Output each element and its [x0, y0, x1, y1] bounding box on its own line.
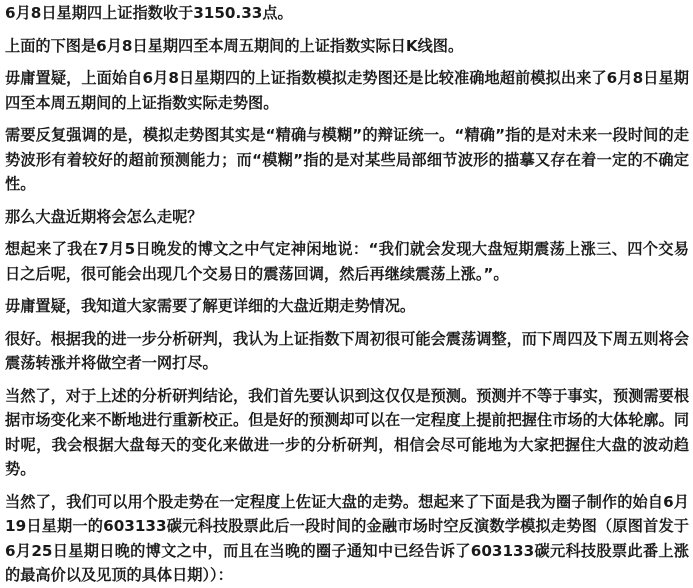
- paragraph-prediction-note: 当然了，对于上述的分析研判结论，我们首先要认识到这仅仅是预测。预测并不等于事实，预测需要根据市场变化来不断地进行重新校正。但是好的预测却可以在一定程度上提前把握住市场的大体轮廓。同时呢，我会根据大盘每天的变化来做进一步的分析研判，相信会尽可能地为大家把握住大盘的波动趋势。: [5, 386, 689, 478]
- paragraph-simulation-accuracy: 毋庸置疑，上面始自6月8日星期四的上证指数模拟走势图还是比较准确地超前模拟出来了6月8日星期四至本周五期间的上证指数实际走势图。: [5, 69, 689, 112]
- paragraph-kline-intro: 上面的下图是6月8日星期四至本周五期间的上证指数实际日K线图。: [5, 36, 464, 55]
- paragraph-quote-july5: 想起来了我在7月5日晚发的博文之中气定神闲地说：“我们就会发现大盘短期震荡上涨三、四个交易日之后呢，很可能会出现几个交易日的震荡回调，然后再继续震荡上涨。”。: [5, 240, 689, 283]
- paragraph-precision-vs-fuzziness: 需要反复强调的是，模拟走势图其实是“精确与模糊”的辩证统一。“精确”指的是对未来一段时间的走势波形有着较好的超前预测能力；而“模糊”指的是对某些局部细节波形的描摹又存在着一定的不确定性。: [5, 126, 689, 193]
- paragraph-question: 那么大盘近期将会怎么走呢？: [5, 207, 203, 226]
- paragraph-stock-example: 当然了，我们可以用个股走势在一定程度上佐证大盘的走势。想起来了下面是我为圈子制作的始自6月19日星期一的603133碳元科技股票此后一段时间的金融市场时空反演数学模拟走势图（原图首发于6月25日星期日晚的博文之中，而且在当晚的圈子通知中已经告诉了603133碳元科技股票此番上涨的最高价以及见顶的具体日期））：: [5, 492, 689, 584]
- paragraph-forecast: 很好。根据我的进一步分析研判，我认为上证指数下周初很可能会震荡调整，而下周四及下周五则将会震荡转涨并将做空者一网打尽。: [5, 329, 689, 372]
- paragraph-details-needed: 毋庸置疑，我知道大家需要了解更详细的大盘近期走势情况。: [5, 297, 416, 315]
- paragraph-close-price: 6月8日星期四上证指数收于3150.33点。: [5, 4, 293, 22]
